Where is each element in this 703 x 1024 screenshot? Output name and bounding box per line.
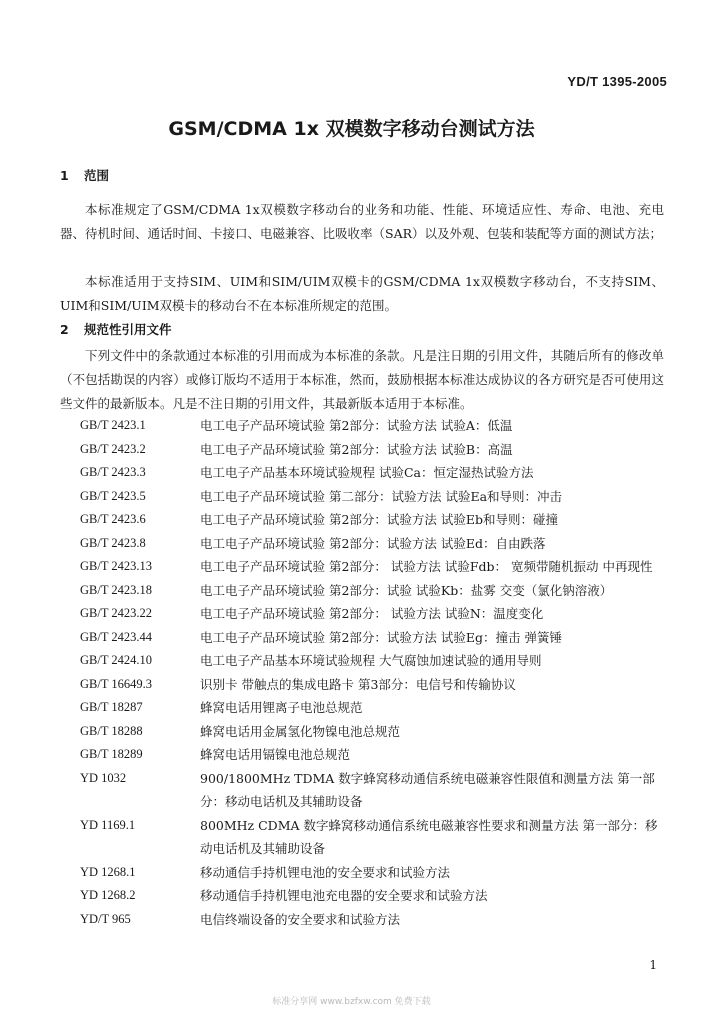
reference-code: GB/T 2424.10 xyxy=(80,653,152,667)
reference-code: GB/T 18289 xyxy=(80,747,143,761)
reference-code: GB/T 2423.22 xyxy=(80,606,152,620)
reference-item xyxy=(80,908,660,932)
reference-title: 电工电子产品环境试验 第2部分： 试验方法 试验N：温度变化 xyxy=(200,606,544,621)
reference-title: 移动通信手持机锂电池充电器的安全要求和试验方法 xyxy=(200,888,488,903)
reference-title: 800MHz CDMA 数字蜂窝移动通信系统电磁兼容性要求和测量方法 第一部分：移动电话机及其辅助设备 xyxy=(200,817,658,856)
reference-code: GB/T 2423.8 xyxy=(80,535,146,550)
reference-item xyxy=(80,414,660,438)
reference-item xyxy=(80,696,660,720)
reference-item xyxy=(80,767,660,814)
reference-title: 识别卡 带触点的集成电路卡 第3部分：电信号和传输协议 xyxy=(200,676,516,692)
reference-title: 电工电子产品环境试验 第2部分：试验方法 试验A：低温 xyxy=(200,418,513,433)
document-title: GSM/CDMA 1x 双模数字移动台测试方法 xyxy=(168,118,535,140)
reference-code: GB/T 2423.3 xyxy=(80,465,146,479)
reference-code: GB/T 18288 xyxy=(80,723,143,738)
reference-item xyxy=(80,814,660,861)
reference-code: GB/T 2423.5 xyxy=(80,488,146,503)
reference-title: 移动通信手持机锂电池的安全要求和试验方法 xyxy=(200,864,451,880)
reference-item xyxy=(80,555,660,579)
reference-item xyxy=(80,602,660,626)
page-number: 1 xyxy=(649,958,657,972)
reference-item xyxy=(80,743,660,767)
reference-item xyxy=(80,673,660,697)
reference-title: 电工电子产品环境试验 第2部分：试验方法 试验Ed：自由跌落 xyxy=(200,535,546,551)
reference-title: 蜂窝电话用金属氢化物镍电池总规范 xyxy=(200,723,401,739)
reference-item xyxy=(80,884,660,908)
reference-item xyxy=(80,626,660,650)
section-2-title: 规范性引用文件 xyxy=(84,322,172,337)
reference-item xyxy=(80,508,660,532)
standard-number-header: YD/T 1395-2005 xyxy=(567,74,667,89)
reference-item xyxy=(80,720,660,744)
reference-code: GB/T 2423.44 xyxy=(80,629,152,644)
reference-title: 电工电子产品环境试验 第2部分：试验方法 试验Eg：撞击 弹簧锤 xyxy=(200,629,563,645)
reference-title: 电工电子产品环境试验 第2部分：试验方法 试验B：高温 xyxy=(200,441,513,457)
reference-title: 电工电子产品环境试验 第2部分： 试验方法 试验Fdb： 宽频带随机振动 中再现性 xyxy=(200,559,653,574)
reference-title: 电工电子产品环境试验 第2部分：试验方法 试验Eb和导则：碰撞 xyxy=(200,512,559,527)
reference-title: 蜂窝电话用镉镍电池总规范 xyxy=(200,747,351,762)
section-2-number: 2 xyxy=(60,322,69,337)
reference-title: 900/1800MHz TDMA 数字蜂窝移动通信系统电磁兼容性限值和测量方法 第一部分：移动电话机及其辅助设备 xyxy=(200,770,655,809)
reference-code: YD 1032 xyxy=(80,770,127,785)
scope-paragraph-2: 本标准适用于支持SIM、UIM和SIM/UIM双模卡的GSM/CDMA 1x双模数字移动台，不支持SIM、UIM和SIM/UIM双模卡的移动台不在本标准所规定的范围。 xyxy=(60,274,664,313)
reference-item xyxy=(80,649,660,673)
reference-code: YD/T 965 xyxy=(80,911,131,926)
reference-title: 电工电子产品环境试验 第二部分：试验方法 试验Ea和导则：冲击 xyxy=(200,488,563,504)
reference-code: GB/T 2423.13 xyxy=(80,559,152,573)
reference-code: YD 1268.2 xyxy=(80,888,136,902)
reference-title: 电工电子产品基本环境试验规程 大气腐蚀加速试验的通用导则 xyxy=(200,653,542,668)
reference-item xyxy=(80,461,660,485)
reference-item xyxy=(80,532,660,556)
reference-title: 电工电子产品基本环境试验规程 试验Ca：恒定湿热试验方法 xyxy=(200,465,534,480)
reference-code: GB/T 2423.1 xyxy=(80,418,146,432)
section-1-title: 范围 xyxy=(84,168,110,183)
reference-code: YD 1268.1 xyxy=(80,864,136,879)
reference-item xyxy=(80,579,660,603)
reference-code: GB/T 16649.3 xyxy=(80,676,152,691)
section-2-heading xyxy=(60,320,172,338)
watermark: 标准分享网 www.bzfxw.com 免费下载 xyxy=(272,997,431,1007)
reference-code: YD 1169.1 xyxy=(80,817,136,832)
reference-item xyxy=(80,861,660,885)
reference-code: GB/T 18287 xyxy=(80,700,143,714)
section-1-heading xyxy=(60,166,109,184)
normative-references-intro: 下列文件中的条款通过本标准的引用而成为本标准的条款。凡是注日期的引用文件，其随后所有的修改单（不包括勘误的内容）或修订版均不适用于本标准，然而，鼓励根据本标准达成协议的各方研究是否可使用这些文件的最新版本。凡是不注日期的引用文件，其最新版本适用于本标准。 xyxy=(60,348,664,411)
reference-item xyxy=(80,485,660,509)
reference-title: 蜂窝电话用锂离子电池总规范 xyxy=(200,700,363,715)
reference-title: 电信终端设备的安全要求和试验方法 xyxy=(200,911,401,927)
reference-code: GB/T 2423.18 xyxy=(80,582,152,597)
reference-code: GB/T 2423.6 xyxy=(80,512,146,526)
reference-item xyxy=(80,438,660,462)
scope-paragraph-1: 本标准规定了GSM/CDMA 1x双模数字移动台的业务和功能、性能、环境适应性、寿命、电池、充电器、待机时间、通话时间、卡接口、电磁兼容、比吸收率（SAR）以及外观、包装和装配等方面的测试方法； xyxy=(60,202,664,241)
section-1-number: 1 xyxy=(60,168,69,183)
reference-title: 电工电子产品环境试验 第2部分：试验 试验Kb：盐雾 交变（氯化钠溶液） xyxy=(200,582,613,598)
reference-code: GB/T 2423.2 xyxy=(80,441,146,456)
reference-list xyxy=(80,414,660,931)
